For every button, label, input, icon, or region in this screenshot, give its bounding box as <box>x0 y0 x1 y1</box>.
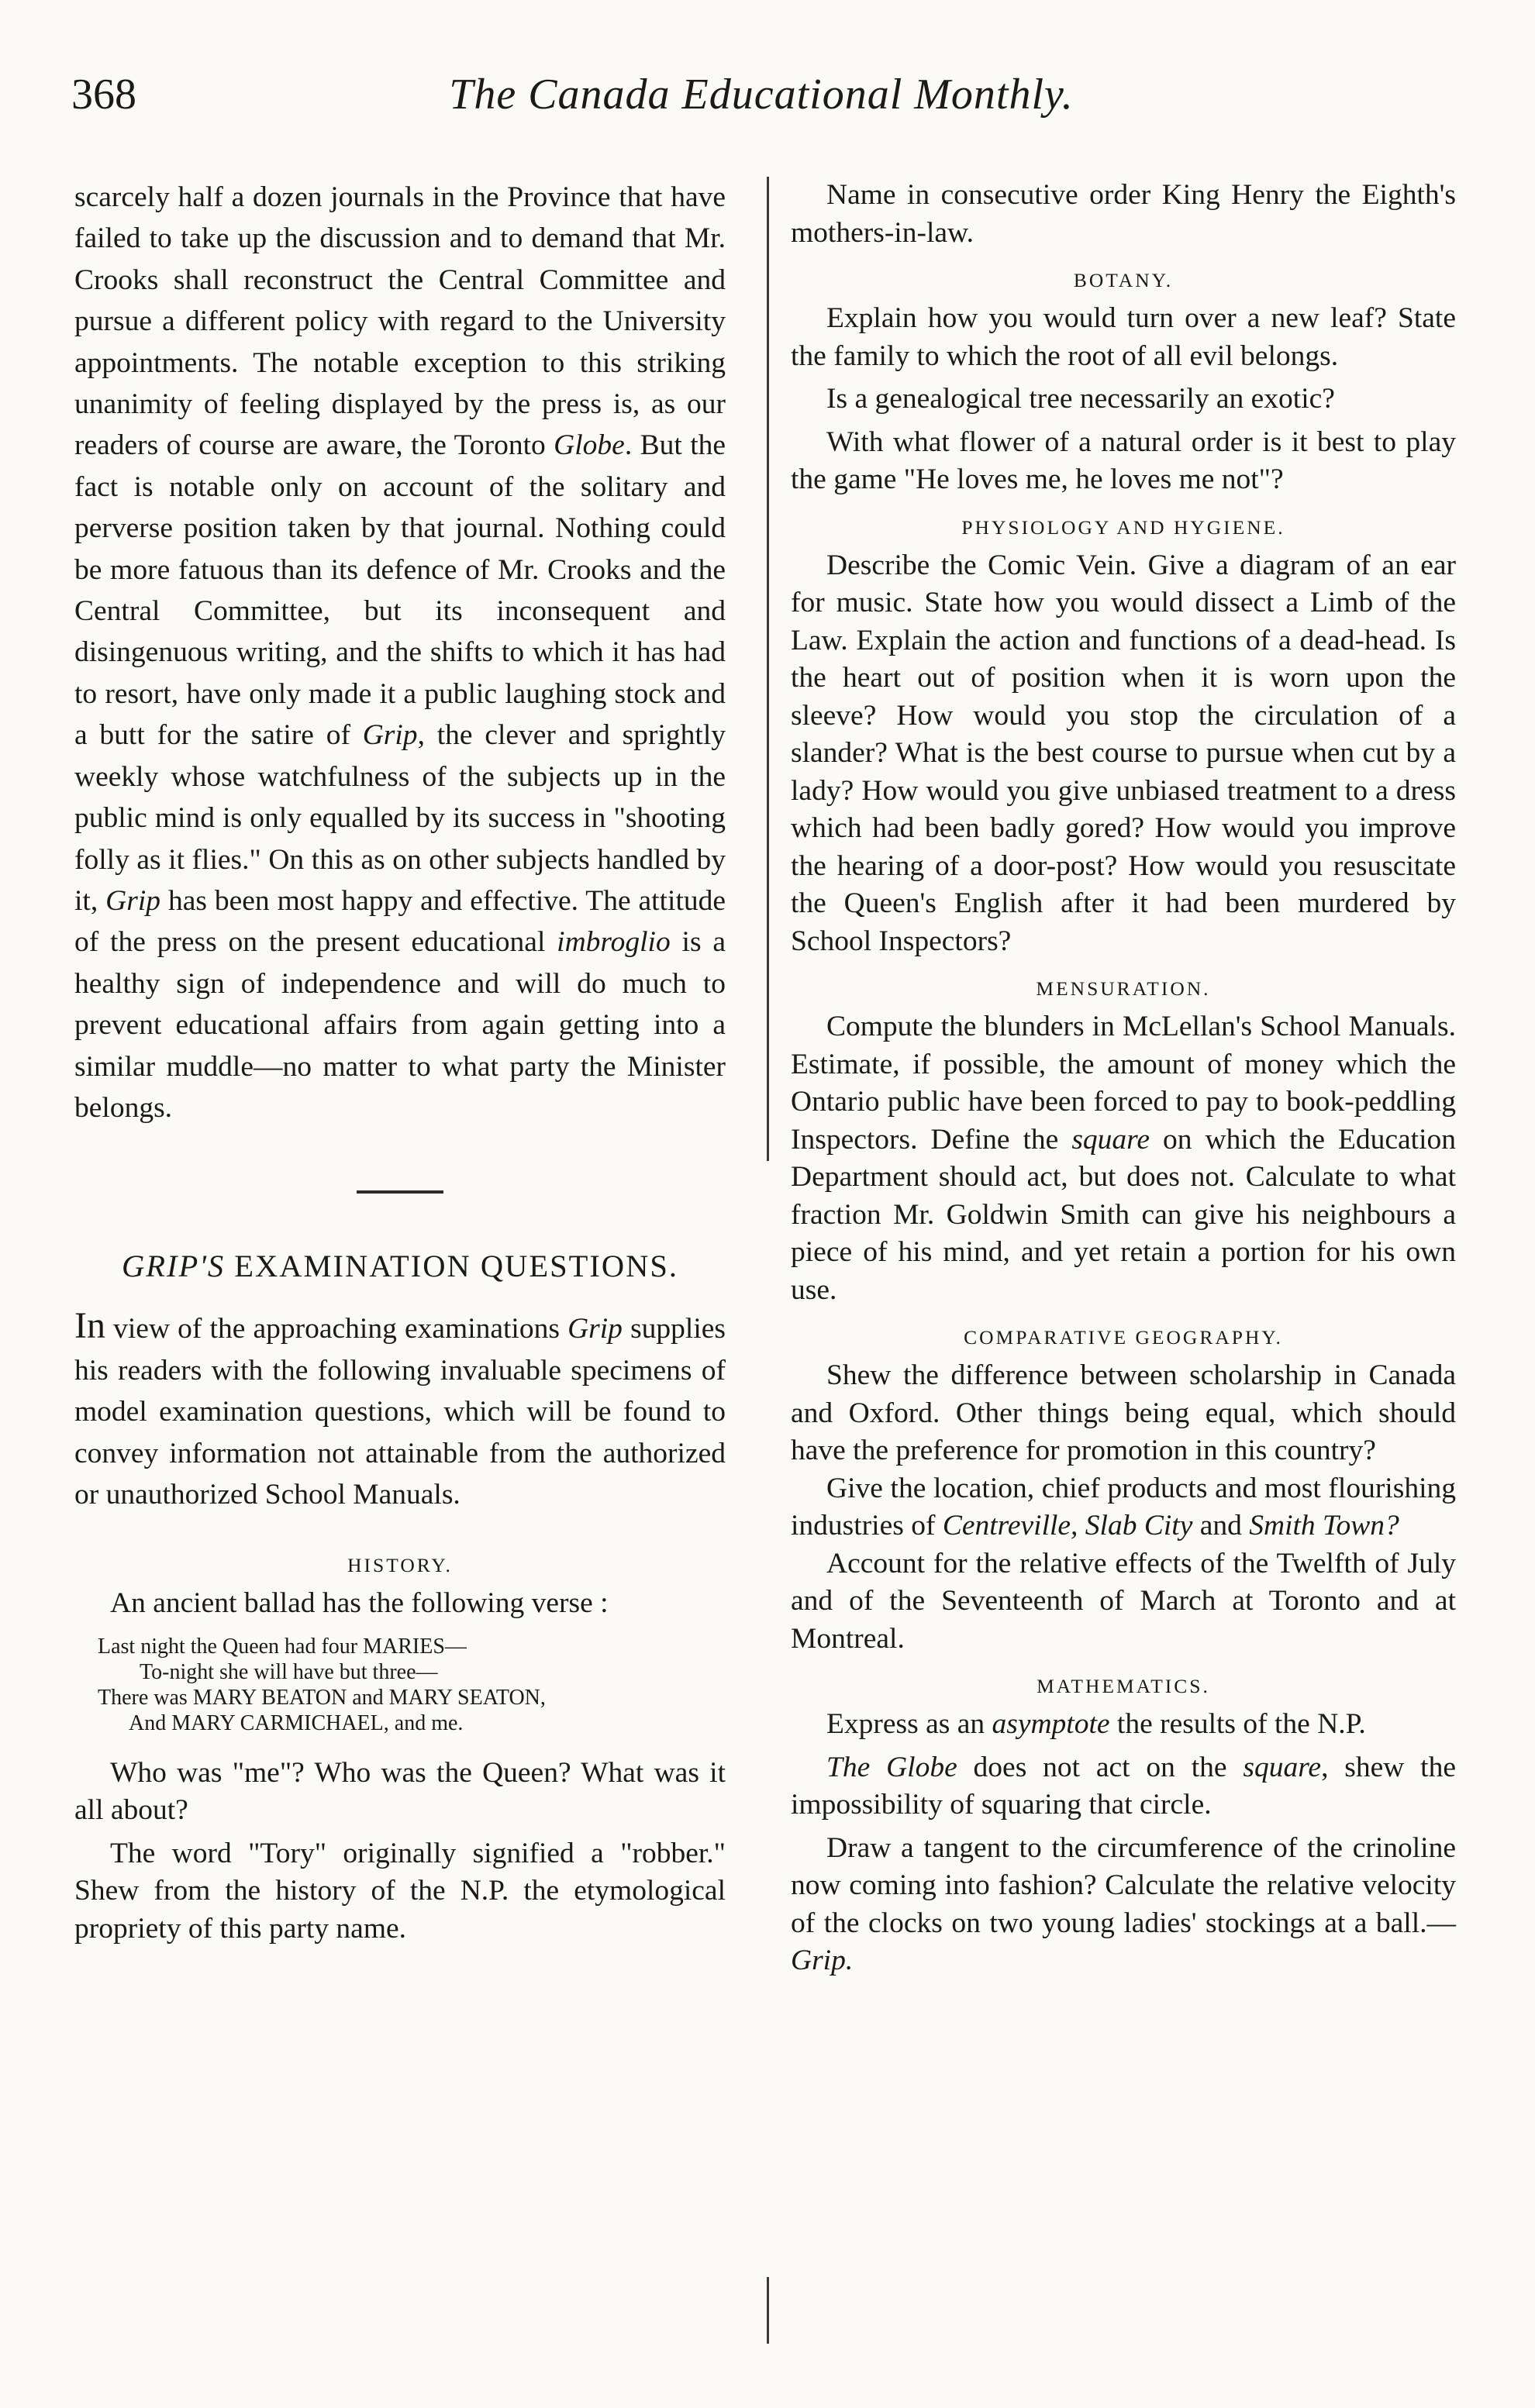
history-question-2: Who was "me"? Who was the Queen? What was it all about? <box>74 1756 726 1827</box>
mathematics-question-1: Express as an asymptote the results of the N.P. <box>826 1708 1366 1740</box>
physiology-heading: PHYSIOLOGY AND HYGIENE. <box>961 515 1285 539</box>
geography-question-3: Account for the relative effects of the Twelfth of July and of the Seventeenth of March at Toronto and at Montreal. <box>791 1547 1456 1655</box>
right-column <box>791 177 1456 1980</box>
running-head <box>71 70 1451 140</box>
ballad-line: To-night she will have but three— <box>140 1659 438 1684</box>
ballad-line: Last night the Queen had four MARIES— <box>98 1634 467 1659</box>
page-number: 368 <box>71 71 136 119</box>
journal-title: The Canada Educational Monthly. <box>449 71 1074 119</box>
mensuration-questions: Compute the blunders in McLellan's School Manuals. Estimate, if possible, the amount of money which the Ontario public have been forced to pay to book-peddling Inspectors. Define the square on which the Education Department should act, but does not. Calculate to what fraction Mr. Goldwin Smith can give his neighbours a piece of his mind, and yet retain a portion for his own use. <box>791 1011 1456 1306</box>
mathematics-question-3: Draw a tangent to the circumference of the crinoline now coming into fashion? Calculate the relative velocity of the clocks on two young ladies' stockings at a ball.—Grip. <box>791 1831 1456 1976</box>
history-question-3: The word "Tory" originally signified a "robber." Shew from the history of the N.P. the etymological propriety of this party name. <box>74 1837 726 1945</box>
botany-question: Explain how you would turn over a new leaf? State the family to which the root of all evil belongs. <box>791 302 1456 372</box>
mathematics-heading: MATHEMATICS. <box>1037 1675 1210 1697</box>
article-continuation: scarcely half a dozen journals in the Province that have failed to take up the discussion and to demand that Mr. Crooks shall reconstruct the Central Committee and pursue a different policy with regard to the University appointments. The notable exception to this striking unanimity of feeling displayed by the press is, as our readers of course are aware, the Toronto Globe. But the fact is notable only on account of the solitary and perverse position taken by that journal. Nothing could be more fatuous than its defence of Mr. Crooks and the Central Committee, but its inconsequent and disingenuous writing, and the shifts to which it has had to resort, have only made it a public laughing stock and a butt for the satire of Grip, the clever and sprightly weekly whose watchfulness of the subjects up in the public mind is only equalled by its success in "shooting folly as it flies." On this as on other subjects handled by it, Grip has been most happy and effective. The attitude of the press on the present educational imbroglio is a healthy sign of independence and will do much to prevent educational affairs from again getting into a similar muddle—no matter to what party the Minister belongs. <box>74 181 726 1124</box>
ballad-line: And MARY CARMICHAEL, and me. <box>129 1710 464 1735</box>
left-column <box>74 177 726 1948</box>
history-question-1: An ancient ballad has the following verse : <box>110 1587 609 1620</box>
geography-question-2: Give the location, chief products and most flourishing industries of Centreville, Slab City and Smith Town? <box>791 1472 1456 1542</box>
section-heading: GRIP'S EXAMINATION QUESTIONS. <box>122 1249 678 1284</box>
botany-question: With what flower of a natural order is it best to play the game "He loves me, he loves me not"? <box>791 425 1456 495</box>
history-heading: HISTORY. <box>347 1554 453 1577</box>
mensuration-heading: MENSURATION. <box>1036 977 1211 1000</box>
mathematics-question-2: The Globe does not act on the square, shew the impossibility of squaring that circle. <box>791 1751 1456 1821</box>
physiology-questions: Describe the Comic Vein. Give a diagram of an ear for music. State how you would dissect a Limb of the Law. Explain the action and functions of a dead-head. Is the heart out of position when it is worn upon the sleeve? How would you stop the circulation of a slander? What is the best course to pursue when cut by a lady? How would you give unbiased treatment to a dress which had been badly gored? How would you improve the hearing of a door-post? How would you resuscitate the Queen's English after it had been murdered by School Inspectors? <box>791 549 1456 957</box>
botany-heading: BOTANY. <box>1073 269 1174 291</box>
intro-paragraph: In view of the approaching examinations Grip supplies his readers with the following invaluable specimens of model examination questions, which will be found to convey information not attainable from the authorized or unauthorized School Manuals. <box>74 1305 726 1511</box>
column-rule-lower <box>767 2277 769 2344</box>
history-question-4: Name in consecutive order King Henry the Eighth's mothers-in-law. <box>791 179 1456 249</box>
column-rule <box>767 177 769 1161</box>
ballad-line: There was MARY BEATON and MARY SEATON, <box>98 1685 546 1710</box>
ballad-verse <box>98 1634 726 1736</box>
geography-question-1: Shew the difference between scholarship in Canada and Oxford. Other things being equal, which should have the preference for promotion in this country? <box>791 1359 1456 1466</box>
geography-heading: COMPARATIVE GEOGRAPHY. <box>964 1326 1283 1349</box>
section-divider <box>357 1190 443 1194</box>
botany-question: Is a genealogical tree necessarily an exotic? <box>826 383 1335 415</box>
